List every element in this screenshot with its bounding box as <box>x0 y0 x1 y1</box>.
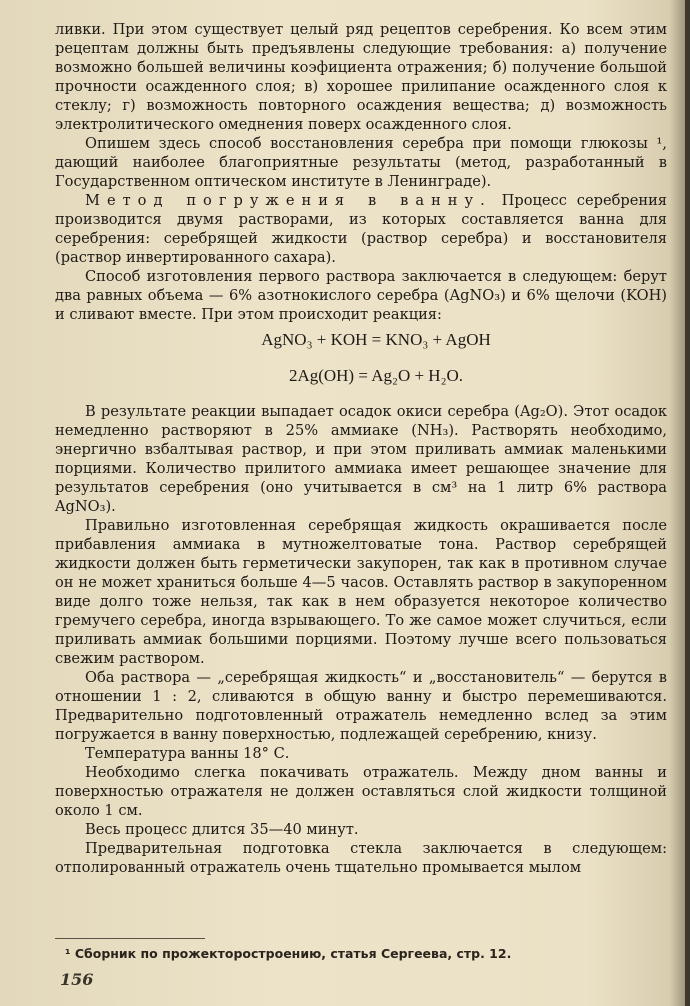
page-number: 156 <box>60 970 94 989</box>
paragraph: Температура ванны 18° С. <box>85 745 290 762</box>
reaction-formula-1: AgNO₃ + KOH = KNO₃ + AgOH <box>261 330 491 349</box>
paragraph: В результате реакции выпадает осадок окиси серебра (Ag₂O). Этот осадок немедленно растворяют в 25% аммиаке (NH₃). Растворять необходимо, энергично взбалтывая раствор, и при этом приливать аммиак маленькими порциями. Количество прилитого аммиака имеет решающее значение для результатов серебрения (оно учитывается в см³ на 1 литр 6% раствора AgNO₃). <box>55 403 667 515</box>
paragraph-text: Процесс серебрения производится двумя растворами, из которых составляется ванна для серебрения: серебрящей жидкости (раствор серебра) и восстановителя (раствор инвертированного сахара). <box>55 192 668 266</box>
paragraph: Необходимо слегка покачивать отражатель. Между дном ванны и поверхностью отражателя не должен оставляться слой жидкости толщиной около 1 см. <box>55 764 667 819</box>
paragraph: ливки. При этом существует целый ряд рецептов серебрения. Ко всем этим рецептам должны быть предъявлены следующие требования: а) получение возможно большей величины коэфициента отражения; б) получение большой прочности осажденного слоя; в) хорошее прилипание осажденного слоя к стеклу; г) возможность повторного осаждения вещества; д) возможность электролитического омеднения поверх осажденного слоя. <box>55 21 667 133</box>
paragraph: Весь процесс длится 35—40 минут. <box>85 821 359 838</box>
paragraph: Предварительная подготовка стекла заключается в следующем: отполированный отражатель очень тщательно промывается мылом <box>55 840 667 876</box>
reaction-formula-2: 2Ag(OH) = Ag₂O + H₂O. <box>288 366 464 385</box>
paragraph: Способ изготовления первого раствора заключается в следующем: берут два равных объема — 6% азотнокислого серебра (AgNO₃) и 6% щелочи (KOH) и сливают вместе. При этом происходит реакция: <box>55 268 667 323</box>
paragraph: Оба раствора — „серебрящая жидкость“ и „восстановитель“ — берутся в отношении 1 : 2, сливаются в общую ванну и быстро перемешиваются. Предварительно подготовленный отражатель немедленно вслед за этим погружается в ванну поверхностью, подлежащей серебрению, книзу. <box>55 669 667 743</box>
method-heading: Метод погружения в ванну. <box>85 192 492 209</box>
paragraph: Правильно изготовленная серебрящая жидкость окрашивается после прибавления аммиака в мутножелтоватые тона. Раствор серебрящей жидкости должен быть герметически закупорен, так как в противном случае он не может храниться больше 4—5 часов. Оставлять раствор в закупоренном виде долго тоже нельзя, так как в нем образуется некоторое количество гремучего серебра, иногда взрывающего. То же самое может случиться, если приливать аммиак большими порциями. Поэтому лучше всего пользоваться свежим раствором. <box>55 517 667 667</box>
body-text <box>55 20 667 877</box>
paragraph-method <box>55 191 667 267</box>
footnote: ¹ Сборник по прожекторостроению, статья Сергеева, стр. 12. <box>65 946 512 961</box>
footnote-divider <box>55 938 205 939</box>
page-edge-shadow <box>685 0 690 1006</box>
paragraph: Опишем здесь способ восстановления серебра при помощи глюкозы ¹, дающий наиболее благоприятные результаты (метод, разработанный в Государственном оптическом институте в Ленинграде). <box>55 135 667 190</box>
